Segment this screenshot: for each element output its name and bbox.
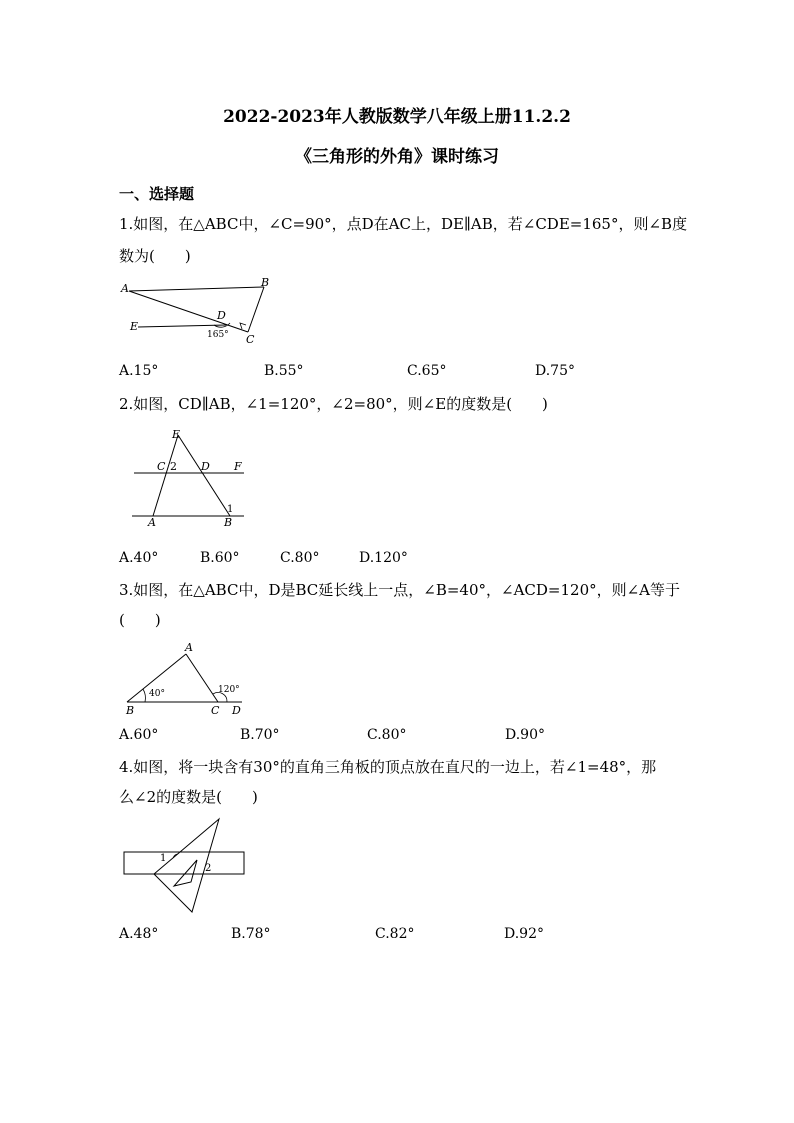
fig3-label-120: 120°: [218, 685, 240, 695]
q2-option-c[interactable]: C.80°: [280, 550, 320, 566]
q2-option-a[interactable]: A.40°: [119, 550, 159, 566]
question-3-text-line1: 3.如图，在△ABC中，D是BC延长线上一点，∠B=40°，∠ACD=120°，则∠A等于: [119, 581, 681, 599]
q1-option-a[interactable]: A.15°: [119, 363, 159, 379]
fig1-label-B: B: [261, 276, 270, 289]
fig2-label-D: D: [201, 460, 210, 473]
question-4-text-line1: 4.如图，将一块含有30°的直角三角板的顶点放在直尺的一边上，若∠1=48°，那: [119, 758, 657, 776]
q4-option-b[interactable]: B.78°: [231, 926, 271, 942]
fig2-label-A: A: [148, 516, 156, 529]
q3-option-d[interactable]: D.90°: [505, 727, 545, 743]
q3-option-b[interactable]: B.70°: [240, 727, 280, 743]
fig2-label-C: C: [157, 460, 166, 473]
page-title-line2: 《三角形的外角》课时练习: [295, 147, 499, 167]
fig2-label-1: 1: [227, 504, 234, 515]
fig1-label-C: C: [246, 333, 255, 346]
fig3-label-B: B: [126, 704, 135, 717]
question-3-figure: [118, 642, 253, 718]
q4-option-d[interactable]: D.92°: [504, 926, 544, 942]
q3-option-a[interactable]: A.60°: [119, 727, 159, 743]
fig1-label-A: A: [121, 282, 129, 295]
fig2-label-2: 2: [170, 460, 177, 473]
fig4-label-2: 2: [205, 863, 212, 874]
question-2-figure: [128, 426, 253, 530]
q4-option-a[interactable]: A.48°: [119, 926, 159, 942]
fig3-label-A: A: [185, 641, 193, 654]
fig2-label-F: F: [234, 460, 242, 473]
question-4-figure: [118, 814, 253, 918]
section-heading: 一、选择题: [119, 185, 195, 203]
q1-option-b[interactable]: B.55°: [264, 363, 304, 379]
fig3-label-40: 40°: [149, 689, 165, 699]
fig2-label-B: B: [224, 516, 233, 529]
q2-option-d[interactable]: D.120°: [359, 550, 408, 566]
fig2-label-E: E: [172, 428, 181, 441]
question-3-text-line2: ( ): [119, 611, 161, 629]
q2-option-b[interactable]: B.60°: [200, 550, 240, 566]
fig1-label-angle: 165°: [207, 330, 229, 340]
page-title-line1: 2022-2023年人教版数学八年级上册11.2.2: [223, 107, 571, 127]
question-4-text-line2: 么∠2的度数是( ): [119, 788, 258, 806]
question-1-text-line1: 1.如图，在△ABC中，∠C=90°，点D在AC上，DE∥AB，若∠CDE=165°，则∠B度: [119, 215, 688, 233]
q4-option-c[interactable]: C.82°: [375, 926, 415, 942]
question-2-text-line1: 2.如图，CD∥AB，∠1=120°，∠2=80°，则∠E的度数是( ): [119, 395, 548, 413]
q1-option-c[interactable]: C.65°: [407, 363, 447, 379]
fig3-label-D: D: [232, 704, 241, 717]
q3-option-c[interactable]: C.80°: [367, 727, 407, 743]
question-1-figure: [118, 278, 278, 348]
question-1-text-line2: 数为( ): [119, 247, 191, 265]
fig4-label-1: 1: [160, 853, 167, 864]
fig3-label-C: C: [211, 704, 220, 717]
fig1-label-E: E: [130, 320, 139, 333]
fig1-label-D: D: [217, 309, 226, 322]
q1-option-d[interactable]: D.75°: [535, 363, 575, 379]
